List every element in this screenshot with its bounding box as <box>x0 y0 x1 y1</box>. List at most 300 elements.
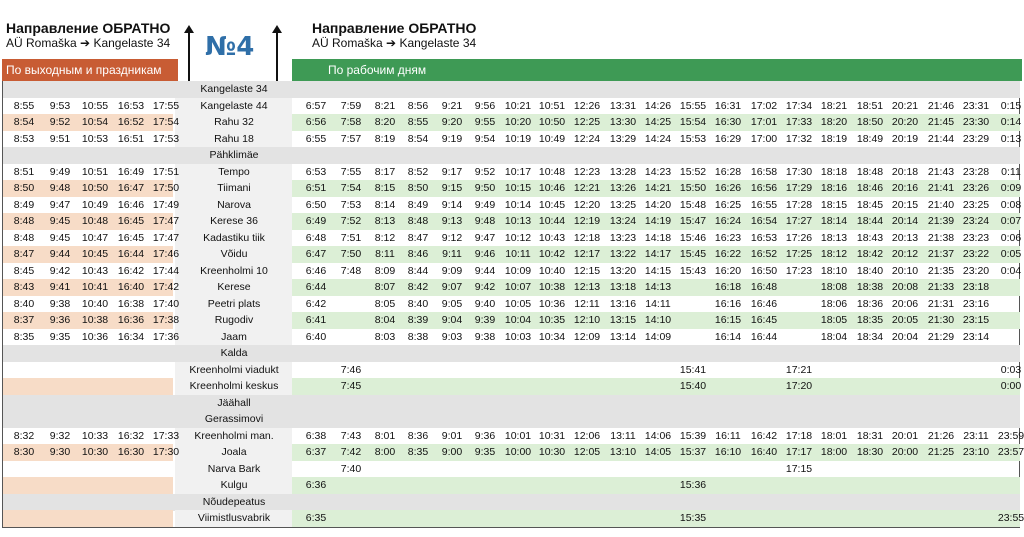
workday-time: 12:10 <box>573 314 601 326</box>
stop-name: Kalda <box>220 347 248 359</box>
workday-time: 16:40 <box>750 446 778 458</box>
workday-time: 18:12 <box>820 248 848 260</box>
workday-time: 9:56 <box>474 99 496 112</box>
workday-time: 8:00 <box>374 446 396 458</box>
workday-time: 10:42 <box>538 248 566 260</box>
weekend-time: 17:53 <box>152 132 180 145</box>
workday-time: 18:30 <box>856 446 884 458</box>
workday-time: 8:11 <box>375 248 395 260</box>
weekend-time: 17:55 <box>152 99 180 112</box>
workday-time: 14:15 <box>644 264 672 277</box>
workday-time: 17:34 <box>785 99 813 112</box>
workday-time: 15:41 <box>679 363 707 376</box>
stop-name: Kangelaste 34 <box>200 83 268 95</box>
workday-time: 13:20 <box>609 264 637 277</box>
workday-time: 17:32 <box>785 132 813 145</box>
workday-time: 21:39 <box>927 215 955 227</box>
workday-time: 8:40 <box>407 297 429 310</box>
workday-time: 14:20 <box>644 198 672 211</box>
stop-name: Rahu 32 <box>214 116 254 128</box>
workday-time: 16:55 <box>750 198 778 211</box>
workday-time: 7:58 <box>340 116 362 128</box>
weekend-time: 10:48 <box>81 215 109 227</box>
workday-time: 10:30 <box>538 446 566 458</box>
workday-time: 18:36 <box>856 297 884 310</box>
table-row <box>3 411 1020 428</box>
workday-time: 23:11 <box>963 429 989 442</box>
workday-time: 12:06 <box>573 429 601 442</box>
workday-time: 7:54 <box>340 182 362 194</box>
workday-time: 17:15 <box>785 462 813 475</box>
workday-time: 18:21 <box>820 99 848 112</box>
workday-time: 23:26 <box>962 182 990 194</box>
stop-name: Kreenholmi man. <box>194 429 274 442</box>
workday-time: 17:01 <box>750 116 778 128</box>
workday-time: 12:11 <box>574 297 600 310</box>
workday-time: 16:18 <box>714 281 742 293</box>
workday-time: 21:30 <box>927 314 955 326</box>
workday-time: 10:09 <box>504 264 532 277</box>
workday-time: 23:18 <box>962 281 990 293</box>
workday-time: 18:48 <box>856 165 884 178</box>
workday-time: 13:22 <box>609 248 637 260</box>
workday-time: 9:07 <box>441 281 463 293</box>
workday-time: 14:23 <box>644 165 672 178</box>
workday-time: 15:37 <box>679 446 707 458</box>
workday-time: 15:50 <box>679 182 707 194</box>
stop-name: Kreenholmi viadukt <box>189 363 279 376</box>
workday-time: 9:00 <box>441 446 463 458</box>
weekend-time: 9:36 <box>49 314 71 326</box>
workday-time: 8:47 <box>407 231 429 244</box>
workday-time: 17:26 <box>785 231 813 244</box>
workday-time: 0:04 <box>1000 264 1022 277</box>
workday-time: 9:01 <box>441 429 463 442</box>
workday-time: 14:19 <box>644 215 672 227</box>
workday-time: 16:22 <box>714 248 742 260</box>
workday-time: 9:03 <box>441 330 463 343</box>
workday-time: 23:28 <box>962 165 990 178</box>
workday-time: 13:30 <box>609 116 637 128</box>
weekend-time: 9:45 <box>49 215 71 227</box>
workday-time: 16:25 <box>714 198 742 211</box>
weekend-time: 17:51 <box>152 165 180 178</box>
workday-time: 13:29 <box>609 132 637 145</box>
workday-time: 9:46 <box>474 248 496 260</box>
workday-time: 20:13 <box>891 231 919 244</box>
workday-time: 9:55 <box>474 116 496 128</box>
table-row <box>3 362 1020 379</box>
workday-time: 10:11 <box>505 248 531 260</box>
workday-time: 8:56 <box>407 99 429 112</box>
workday-time: 23:10 <box>962 446 990 458</box>
workday-time: 17:29 <box>785 182 813 194</box>
weekend-time: 9:38 <box>49 297 71 310</box>
workday-time: 17:33 <box>785 116 813 128</box>
workday-time: 20:01 <box>891 429 919 442</box>
stop-name: Tempo <box>218 165 250 178</box>
workday-time: 9:05 <box>441 297 463 310</box>
left-header-route <box>6 36 170 50</box>
workday-time: 8:46 <box>407 248 429 260</box>
workday-time: 9:48 <box>474 215 496 227</box>
stop-name: Nõudepeatus <box>202 495 266 508</box>
table-row <box>3 114 1020 131</box>
workday-time: 8:44 <box>407 264 429 277</box>
workday-time: 16:23 <box>714 231 742 244</box>
workday-time: 6:36 <box>305 479 327 491</box>
workday-time: 10:13 <box>504 215 532 227</box>
weekend-time: 8:48 <box>13 231 35 244</box>
weekend-time: 17:54 <box>152 116 180 128</box>
workday-time: 8:54 <box>407 132 429 145</box>
weekend-time: 8:53 <box>13 132 35 145</box>
workday-time: 0:00 <box>1000 380 1022 392</box>
workday-time: 10:46 <box>538 182 566 194</box>
weekend-time: 9:42 <box>49 264 71 277</box>
workday-time: 6:56 <box>305 116 327 128</box>
workday-time: 7:45 <box>340 380 362 392</box>
table-row <box>3 461 1020 478</box>
workday-time: 8:07 <box>374 281 396 293</box>
workday-time: 15:52 <box>679 165 707 178</box>
weekend-time: 17:36 <box>152 330 180 343</box>
workday-time: 10:49 <box>538 132 566 145</box>
workday-time: 21:35 <box>927 264 955 277</box>
workday-time: 10:15 <box>504 182 532 194</box>
workday-time: 20:14 <box>891 215 919 227</box>
table-row <box>3 444 1024 461</box>
workday-time: 0:15 <box>1000 99 1022 112</box>
workday-time: 15:54 <box>679 116 707 128</box>
weekend-time: 9:35 <box>49 330 71 343</box>
workday-time: 23:59 <box>997 429 1024 442</box>
workday-time: 23:25 <box>962 198 990 211</box>
workday-time: 14:21 <box>644 182 672 194</box>
weekend-time: 10:38 <box>81 314 109 326</box>
workday-time: 21:43 <box>927 165 955 178</box>
workday-time: 0:09 <box>1000 182 1022 194</box>
workday-time: 18:43 <box>856 231 884 244</box>
workday-time: 10:34 <box>538 330 566 343</box>
stop-name: Peetri plats <box>207 297 261 310</box>
workday-time: 17:23 <box>785 264 813 277</box>
weekend-time: 10:33 <box>81 429 109 442</box>
weekend-time: 17:44 <box>152 264 180 277</box>
workday-time: 9:12 <box>441 231 463 244</box>
workday-time: 16:24 <box>714 215 742 227</box>
workday-time: 8:21 <box>374 99 396 112</box>
weekend-time: 16:40 <box>117 281 145 293</box>
workday-time: 8:52 <box>407 165 429 178</box>
workday-time: 20:16 <box>891 182 919 194</box>
workday-time: 8:14 <box>374 198 396 211</box>
workday-time: 14:18 <box>644 231 672 244</box>
weekend-time: 16:36 <box>117 314 145 326</box>
workday-time: 8:38 <box>407 330 429 343</box>
workday-time: 12:17 <box>573 248 601 260</box>
workday-time: 16:53 <box>750 231 778 244</box>
workday-time: 10:01 <box>504 429 532 442</box>
weekend-time: 10:49 <box>81 198 109 211</box>
workday-time: 13:24 <box>609 215 637 227</box>
workday-time: 23:30 <box>962 116 990 128</box>
workday-time: 18:42 <box>856 248 884 260</box>
weekend-time: 10:50 <box>81 182 109 194</box>
workday-time: 15:35 <box>679 512 707 524</box>
workday-time: 17:18 <box>785 429 813 442</box>
table-row <box>3 477 1020 494</box>
workday-time: 12:05 <box>573 446 601 458</box>
workday-time: 15:46 <box>679 231 707 244</box>
workday-time: 20:12 <box>891 248 919 260</box>
workday-time: 16:45 <box>750 314 778 326</box>
workday-time: 18:50 <box>856 116 884 128</box>
workday-time: 0:03 <box>1000 363 1022 376</box>
workday-time: 18:16 <box>820 182 848 194</box>
workday-time: 21:25 <box>927 446 955 458</box>
workday-time: 8:36 <box>407 429 429 442</box>
weekend-time: 16:49 <box>117 165 145 178</box>
table-row <box>3 329 1020 346</box>
stop-name: Kadastiku tiik <box>203 231 265 244</box>
workday-time: 18:46 <box>856 182 884 194</box>
workday-time: 6:47 <box>305 248 327 260</box>
workday-time: 23:57 <box>997 446 1024 458</box>
workday-time: 14:05 <box>644 446 672 458</box>
weekend-time: 16:47 <box>117 182 145 194</box>
workday-time: 6:49 <box>305 215 327 227</box>
workday-time: 18:44 <box>856 215 884 227</box>
table-row <box>3 98 1020 115</box>
workday-time: 15:40 <box>679 380 707 392</box>
workday-time: 17:20 <box>785 380 813 392</box>
workday-time: 14:25 <box>644 116 672 128</box>
workday-time: 16:29 <box>714 132 742 145</box>
workday-time: 10:17 <box>504 165 532 178</box>
workday-time: 8:15 <box>374 182 396 194</box>
workday-time: 20:04 <box>891 330 919 343</box>
weekend-band: По выходным и праздникам <box>2 59 178 81</box>
workday-time: 6:57 <box>305 99 327 112</box>
workday-time: 12:24 <box>573 132 601 145</box>
workday-time: 13:16 <box>609 297 637 310</box>
workday-time: 14:26 <box>644 99 672 112</box>
workday-time: 12:23 <box>573 165 601 178</box>
workday-time: 20:10 <box>891 264 919 277</box>
workday-time: 18:14 <box>820 215 848 227</box>
workday-time: 13:23 <box>609 231 637 244</box>
workday-time: 21:40 <box>927 198 955 211</box>
workday-time: 17:27 <box>785 215 813 227</box>
workday-time: 16:44 <box>750 330 778 343</box>
workday-time: 16:48 <box>750 281 778 293</box>
workday-time: 14:17 <box>644 248 672 260</box>
workday-time: 16:15 <box>714 314 742 326</box>
workday-time: 6:42 <box>305 297 327 310</box>
workday-time: 8:20 <box>374 116 396 128</box>
workday-time: 8:17 <box>374 165 396 178</box>
workday-time: 18:06 <box>820 297 848 310</box>
workday-time: 8:35 <box>407 446 429 458</box>
workday-time: 10:44 <box>538 215 566 227</box>
workday-time: 7:53 <box>340 198 362 211</box>
workday-time: 18:05 <box>820 314 848 326</box>
workday-time: 9:44 <box>474 264 496 277</box>
weekend-time: 8:50 <box>13 182 35 194</box>
weekend-time: 8:48 <box>13 215 35 227</box>
weekend-time: 16:45 <box>117 215 145 227</box>
table-row <box>3 180 1020 197</box>
workday-time: 7:59 <box>340 99 362 112</box>
workday-time: 8:42 <box>407 281 429 293</box>
weekend-time: 8:32 <box>13 429 35 442</box>
weekend-time: 16:44 <box>117 248 145 260</box>
workday-time: 18:00 <box>820 446 848 458</box>
route-from: AÜ Romaška <box>312 36 383 50</box>
workday-time: 7:46 <box>340 363 362 376</box>
table-row <box>3 147 1020 164</box>
workday-time: 10:00 <box>504 446 532 458</box>
workday-time: 13:25 <box>609 198 637 211</box>
stop-name: Kreenholmi keskus <box>189 380 279 392</box>
weekend-time: 10:40 <box>81 297 109 310</box>
table-row <box>3 395 1020 412</box>
weekend-time: 9:45 <box>49 231 71 244</box>
table-row <box>3 296 1020 313</box>
workday-time: 15:48 <box>679 198 707 211</box>
workday-time: 16:28 <box>714 165 742 178</box>
workday-time: 16:14 <box>714 330 742 343</box>
table-row <box>3 197 1020 214</box>
workday-time: 12:13 <box>573 281 601 293</box>
workday-time: 9:35 <box>474 446 496 458</box>
workday-time: 12:19 <box>573 215 601 227</box>
route-to: Kangelaste 34 <box>93 36 171 50</box>
workday-time: 14:09 <box>644 330 672 343</box>
workday-time: 6:38 <box>305 429 327 442</box>
workday-time: 14:13 <box>644 281 672 293</box>
weekend-time: 8:51 <box>13 165 35 178</box>
weekend-time: 8:45 <box>13 264 35 277</box>
weekend-time: 8:30 <box>13 446 35 458</box>
workday-time: 21:26 <box>927 429 955 442</box>
workday-time: 8:49 <box>407 198 429 211</box>
workday-time: 9:04 <box>441 314 463 326</box>
workday-time: 10:35 <box>538 314 566 326</box>
workday-time: 8:13 <box>374 215 396 227</box>
workday-time: 7:43 <box>340 429 362 442</box>
workday-time: 17:25 <box>785 248 813 260</box>
workday-time: 9:49 <box>474 198 496 211</box>
stop-name: Jaam <box>221 330 247 343</box>
weekend-time: 8:40 <box>13 297 35 310</box>
workday-time: 13:10 <box>609 446 637 458</box>
stop-name: Kreenholmi 10 <box>200 264 268 277</box>
weekend-time: 10:53 <box>81 132 109 145</box>
workday-time: 10:51 <box>538 99 566 112</box>
weekend-time: 17:46 <box>152 248 180 260</box>
workday-time: 13:31 <box>609 99 637 112</box>
workday-time: 8:55 <box>407 116 429 128</box>
workday-time: 23:14 <box>962 330 990 343</box>
table-row <box>3 428 1024 445</box>
workday-time: 21:38 <box>927 231 955 244</box>
weekend-time: 9:30 <box>49 446 71 458</box>
weekend-time: 16:38 <box>117 297 145 310</box>
workday-time: 12:25 <box>573 116 601 128</box>
workday-time: 0:11 <box>1001 165 1021 178</box>
workday-time: 6:37 <box>305 446 327 458</box>
workday-time: 20:06 <box>891 297 919 310</box>
workday-time: 7:48 <box>340 264 362 277</box>
left-header-title: Направление ОБРАТНО <box>6 20 171 36</box>
weekend-time: 17:49 <box>152 198 180 211</box>
workday-time: 8:19 <box>374 132 396 145</box>
workday-time: 18:20 <box>820 116 848 128</box>
weekend-time: 10:55 <box>81 99 109 112</box>
workday-time: 18:34 <box>856 330 884 343</box>
weekend-time: 9:41 <box>49 281 71 293</box>
workday-time: 7:57 <box>340 132 362 145</box>
table-row <box>3 246 1020 263</box>
table-row <box>3 312 1020 329</box>
workday-time: 16:20 <box>714 264 742 277</box>
workday-time: 20:19 <box>891 132 919 145</box>
right-header <box>312 20 476 50</box>
table-row <box>3 378 1020 395</box>
weekend-time: 9:52 <box>49 116 71 128</box>
workday-time: 9:54 <box>474 132 496 145</box>
workday-time: 16:58 <box>750 165 778 178</box>
workday-time: 10:04 <box>504 314 532 326</box>
workday-time: 9:13 <box>441 215 463 227</box>
weekend-time: 17:40 <box>152 297 180 310</box>
workday-time: 16:52 <box>750 248 778 260</box>
workday-time: 23:16 <box>962 297 990 310</box>
workday-time: 20:21 <box>891 99 919 112</box>
workday-time: 21:31 <box>927 297 955 310</box>
right-header-title: Направление ОБРАТНО <box>312 20 477 36</box>
workday-time: 21:37 <box>927 248 955 260</box>
workday-time: 18:19 <box>820 132 848 145</box>
stop-name: Kerese <box>217 281 251 293</box>
workday-time: 18:45 <box>856 198 884 211</box>
workday-time: 9:36 <box>474 429 496 442</box>
stop-name: Rahu 18 <box>214 132 254 145</box>
workday-time: 8:09 <box>374 264 396 277</box>
stop-name: Jäähall <box>217 396 251 409</box>
table-row <box>3 164 1020 181</box>
workday-band: По рабочим дням <box>292 59 1022 81</box>
workday-time: 10:20 <box>504 116 532 128</box>
workday-time: 12:20 <box>573 198 601 211</box>
workday-time: 15:55 <box>679 99 707 112</box>
weekend-time: 8:54 <box>13 116 35 128</box>
stop-name: Tiimani <box>217 182 251 194</box>
weekend-time: 9:53 <box>49 99 71 112</box>
table-row <box>3 510 1024 527</box>
workday-time: 18:49 <box>856 132 884 145</box>
stop-name: Võidu <box>220 248 248 260</box>
workday-time: 7:42 <box>340 446 362 458</box>
workday-time: 16:54 <box>750 215 778 227</box>
workday-time: 20:08 <box>891 281 919 293</box>
workday-time: 21:33 <box>927 281 955 293</box>
workday-time: 18:51 <box>856 99 884 112</box>
stop-name: Viimistlusvabrik <box>197 512 271 524</box>
workday-time: 18:01 <box>820 429 848 442</box>
